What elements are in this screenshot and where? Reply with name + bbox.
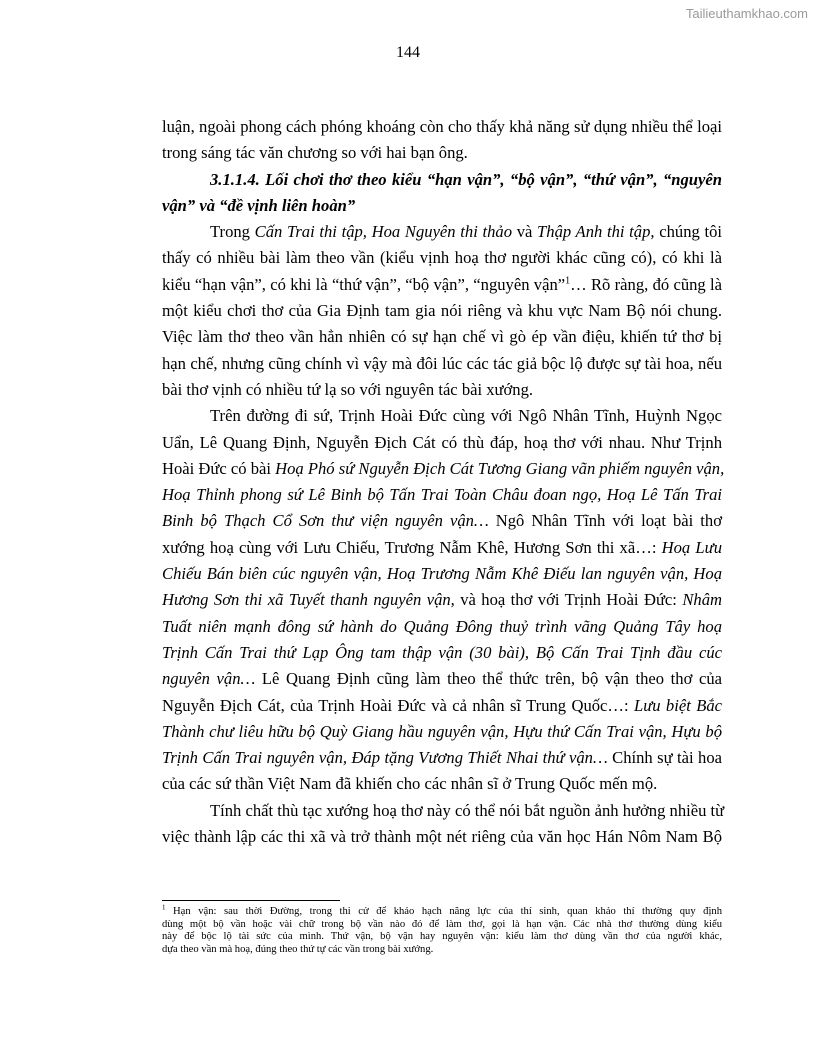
text-segment: chúng tôi: [654, 222, 722, 242]
footnote-text: dùng một bộ vần hoặc vài chữ trong bộ vần nào đó để làm thơ, gọi là hạn vận. Các nhà thơ thường dùng kiểu: [162, 918, 722, 930]
text-segment: việc thành lập các thi xã và trở thành một nét riêng của văn học Hán Nôm Nam Bộ: [162, 827, 722, 847]
text-line: [162, 456, 725, 482]
text-segment: Tuất niên mạnh đông sứ hành do Quảng Đông thuỷ trình vãng Quảng Tây hoạ: [162, 616, 722, 636]
body-text: [162, 114, 725, 850]
text-segment: và: [512, 222, 538, 242]
footnote-line: [162, 944, 722, 957]
text-line: [162, 693, 722, 719]
text-line: [162, 508, 722, 534]
text-line: [162, 403, 722, 429]
text-line: [162, 114, 722, 140]
text-segment: nguyên vận…: [162, 669, 256, 689]
text-segment: Thành chư liêu hữu bộ Quỳ Giang hầu nguyên vận, Hựu thứ Cấn Trai vận, Hựu bộ: [162, 721, 722, 741]
text-line: [162, 640, 722, 666]
text-line: [162, 298, 722, 324]
watermark: Tailieuthamkhao.com: [685, 6, 808, 21]
text-segment: Cấn Trai thi tập, Hoa Nguyên thi thảo: [254, 222, 512, 242]
text-line: [162, 245, 722, 271]
text-segment: 3.1.1.4. Lối chơi thơ theo kiểu “hạn vận”, “bộ vận”, “thứ vận”, “nguyên: [210, 169, 722, 189]
text-segment: Trịnh Cấn Trai thứ Lạp Ông tam thập vận (30 bài), Bộ Cấn Trai Tịnh đầu cúc: [162, 642, 722, 662]
text-line: [162, 140, 722, 166]
text-segment: xướng hoạ cùng với Lưu Chiếu, Trương Nẫm Khê, Hương Sơn thi xã…:: [162, 537, 662, 557]
text-line: [162, 535, 722, 561]
text-segment: Hoạ Phó sứ Nguyễn Địch Cát Tương Giang vãn phiếm nguyên vận,: [275, 458, 725, 478]
text-line: [162, 324, 722, 350]
text-segment: Nhâm: [682, 590, 722, 610]
text-line: [162, 824, 722, 850]
text-segment: một kiểu chơi thơ của Gia Định tam gia nói riêng và khu vực Nam Bộ nói chung.: [162, 301, 722, 321]
text-segment: trong sáng tác văn chương so với hai bạn ông.: [162, 143, 468, 163]
footnote-text: này để bộc lộ tài sức của mình. Thứ vận, bộ vận hay nguyên vận: kiểu làm thơ dùng vần thơ của người khác,: [162, 931, 722, 942]
text-segment: Hoạ Lưu: [661, 537, 722, 557]
text-line: [162, 219, 722, 245]
text-line: [162, 587, 722, 613]
text-segment: Chính sự tài hoa: [607, 748, 722, 768]
text-segment: kiểu “hạn vận”, có khi là “thứ vận”, “bộ vận”, “nguyên vận”: [162, 274, 566, 294]
text-line: [162, 482, 722, 508]
page-number: 144: [396, 44, 420, 61]
text-segment: Trịnh Cấn Trai nguyên vận, Đáp tặng Vương Thiết Nhai thứ vận…: [162, 748, 608, 768]
text-segment: vận” và “đề vịnh liên hoàn”: [162, 195, 356, 215]
footnote: [162, 903, 722, 956]
text-line: [162, 561, 722, 587]
footnote-line: [162, 903, 722, 919]
footnote-ref: 1: [565, 275, 571, 287]
text-segment: Hoạ Thỉnh phong sứ Lê Binh bộ Tấn Trai Toàn Châu đoan ngọ, Hoạ Lê Tấn Trai: [162, 485, 722, 505]
text-segment: Lưu biệt Bắc: [633, 695, 722, 715]
text-line: [162, 377, 722, 403]
text-line: [162, 351, 722, 377]
text-segment: Trên đường đi sứ, Trịnh Hoài Đức cùng với Ngô Nhân Tĩnh, Huỳnh Ngọc: [210, 406, 722, 426]
text-line: [162, 430, 722, 456]
text-segment: Lê Quang Định cũng làm theo thể thức trên, bộ vận theo thơ của: [255, 669, 723, 689]
text-segment: luận, ngoài phong cách phóng khoáng còn cho thấy khả năng sử dụng nhiều thể loại: [162, 117, 722, 136]
text-segment: Hương Sơn thi xã Tuyết thanh nguyên vận,: [162, 590, 455, 610]
text-line: [162, 614, 722, 640]
text-line: [162, 193, 722, 219]
text-segment: Việc làm thơ theo vần hẳn nhiên có sự hạn chế vì gò ép vần điệu, khiến tứ thơ bị: [162, 327, 722, 347]
text-segment: bài thơ vịnh có nhiều tứ lạ so với nguyên tác bài xướng.: [162, 379, 534, 399]
text-segment: thấy có nhiều bài làm theo vần (kiểu vịnh hoạ thơ người khác cũng có), có khi là: [162, 248, 722, 268]
text-segment: Binh bộ Thạch Cổ Sơn thư viện nguyên vận…: [162, 511, 489, 531]
text-segment: Trong: [210, 222, 255, 242]
text-line: [162, 719, 722, 745]
text-segment: của các sứ thần Việt Nam đã khiến cho các nhân sĩ ở Trung Quốc mến mộ.: [162, 774, 658, 794]
footnote-line: [162, 931, 722, 944]
text-segment: Chiếu Bán biên cúc nguyên vận, Hoạ Trương Nẫm Khê Điếu lan nguyên vận, Hoạ: [162, 564, 722, 584]
footnote-divider: [162, 900, 340, 901]
footnote-line: [162, 919, 722, 932]
text-line: [162, 666, 722, 692]
text-segment: Uẩn, Lê Quang Định, Nguyễn Địch Cát có thù đáp, hoạ thơ với nhau. Như Trịnh: [162, 432, 722, 452]
text-line: [162, 771, 722, 797]
text-segment: … Rõ ràng, đó cũng là: [570, 274, 722, 294]
text-segment: và hoạ thơ với Trịnh Hoài Đức:: [454, 590, 683, 610]
footnote-text: dựa theo vần mà hoạ, đúng theo thứ tự các vần trong bài xướng.: [162, 943, 434, 955]
text-line: [162, 745, 722, 771]
text-line: [162, 798, 725, 824]
text-segment: Tính chất thù tạc xướng hoạ thơ này có thể nói bắt nguồn ảnh hưởng nhiều từ: [210, 800, 725, 820]
text-segment: hạn chế, nhưng cũng chính vì vậy mà đôi lúc các tác giả bộc lộ được sự tài hoa, nếu: [162, 353, 722, 373]
text-segment: Thập Anh thi tập,: [537, 222, 655, 242]
text-segment: Hoài Đức có bài: [162, 458, 276, 478]
footnote-marker: 1: [162, 903, 166, 912]
text-segment: Nguyễn Địch Cát, của Trịnh Hoài Đức và cả nhân sĩ Trung Quốc…:: [162, 695, 634, 715]
text-segment: Ngô Nhân Tĩnh với loạt bài thơ: [488, 511, 722, 531]
text-line: [162, 167, 722, 193]
text-line: [162, 272, 722, 298]
footnote-text: Hạn vận: sau thời Đường, trong thi cử để khảo hạch năng lực của thí sinh, quan khảo thí thường quy định: [165, 906, 722, 917]
